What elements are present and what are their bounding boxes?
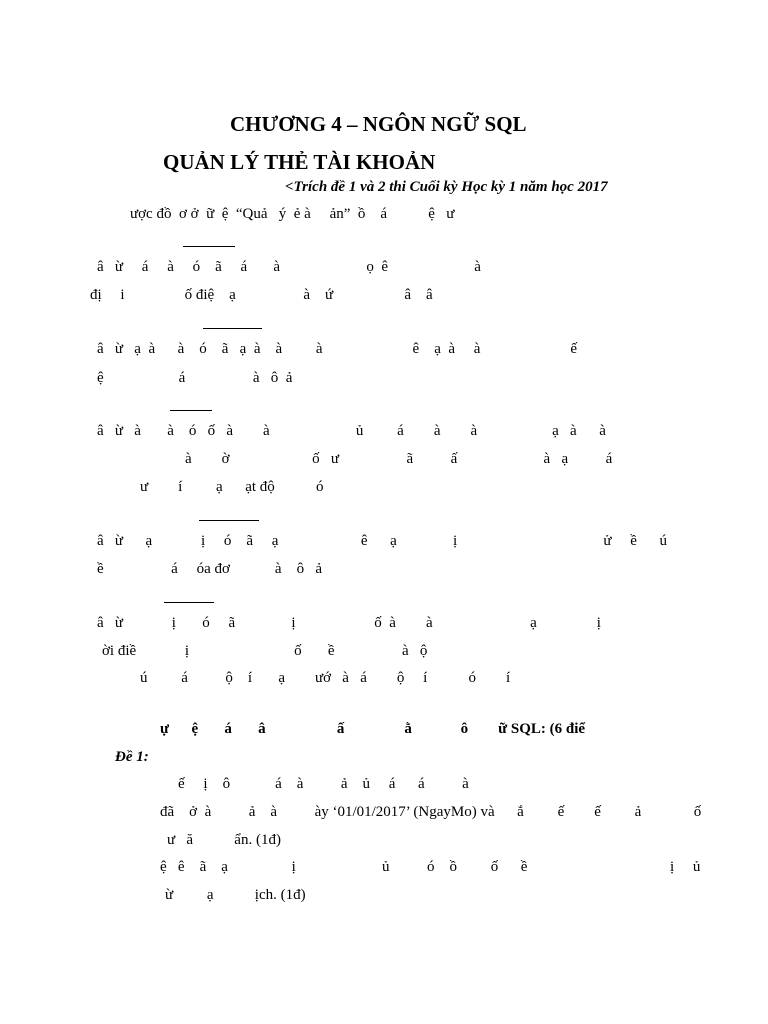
section-title: QUẢN LÝ THẺ TÀI KHOẢN xyxy=(163,150,436,174)
text-line: â ừ ạ ị ó ã ạ ê ạ ị ử ề ú xyxy=(97,533,667,549)
question-line: ừ ạ ịch. (1đ) xyxy=(165,887,306,903)
text-line: ời điề ị ố ề à ộ xyxy=(102,643,428,659)
text-line: đị i ố điệ ạ à ứ â â xyxy=(90,287,433,303)
text-line: ề á óa đơ à ô ả xyxy=(97,561,322,577)
question-line: đã ở à ả à ày ‘01/01/2017’ (NgayMo) và ắ ế ế ả ố xyxy=(160,804,702,820)
source-note: <Trích đề 1 và 2 thi Cuối kỳ Học kỳ 1 năm học 2017 xyxy=(285,179,608,195)
text-line: â ừ ị ó ã ị ố à à ạ ị xyxy=(97,615,601,631)
task-heading: ự ệ á â ấ ằ ô ữ SQL: (6 điể xyxy=(160,721,586,737)
underline-divider xyxy=(203,328,262,329)
underline-divider xyxy=(170,410,212,411)
text-line: â ừ ạ à à ó ã ạ à à à ê ạ à à ế xyxy=(97,341,578,357)
text-line: ư í ạ ạt độ ó xyxy=(140,479,324,495)
question-line: ế ị ô á à ả ủ á á à xyxy=(178,776,469,792)
underline-divider xyxy=(164,602,214,603)
text-line: ệ á à ô ả xyxy=(97,370,293,386)
text-line: ú á ộ í ạ ướ à á ộ í ó í xyxy=(140,670,511,686)
text-line: ược đồ ơ ở ữ ệ “Quả ý ẻ à ản” ồ á ệ ư xyxy=(130,206,455,222)
text-line: à ờ ố ư ã ấ à ạ á xyxy=(185,451,613,467)
exam-label: Đề 1: xyxy=(115,749,149,765)
text-line: â ừ á à ó ã á à ọ ê à xyxy=(97,259,481,275)
chapter-title: CHƯƠNG 4 – NGÔN NGỮ SQL xyxy=(230,112,527,136)
text-line: â ừ à à ó ố à à ủ á à à ạ à à xyxy=(97,423,606,439)
question-line: ư ă ẩn. (1đ) xyxy=(167,832,281,848)
underline-divider xyxy=(199,520,259,521)
question-line: ệ ê ã ạ ị ủ ó ồ ố ề ị ủ xyxy=(160,859,701,875)
underline-divider xyxy=(183,246,235,247)
